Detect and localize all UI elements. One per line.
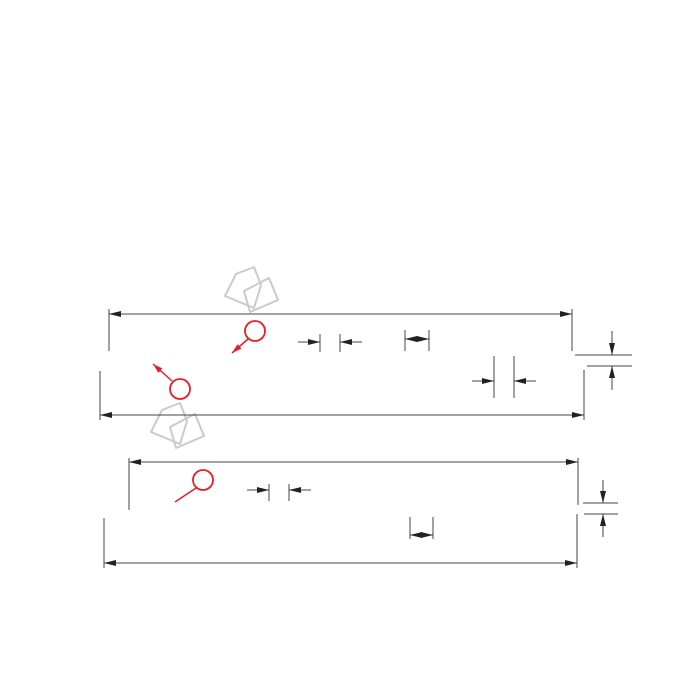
metal-profil-logo-icon <box>151 403 204 448</box>
dimension-rib-top <box>298 334 362 352</box>
dimension-rib-top <box>247 484 311 501</box>
callout-a <box>153 364 190 399</box>
callout-a-circle <box>170 379 190 399</box>
dimension-valley <box>410 517 433 539</box>
watermark-top <box>225 267 278 312</box>
dimension-total-width <box>104 514 577 568</box>
callout-r-circle <box>193 470 213 490</box>
dimension-height <box>583 480 618 537</box>
metal-profil-logo-icon <box>225 267 278 312</box>
dimension-valley <box>405 330 429 351</box>
callout-b <box>232 321 265 353</box>
cross-section-bottom <box>104 458 618 568</box>
callout-r <box>175 470 213 502</box>
callout-b-circle <box>245 321 265 341</box>
dimension-rib-bottom <box>472 356 536 398</box>
dimension-module-width <box>129 458 578 510</box>
watermark-bottom <box>151 403 204 448</box>
